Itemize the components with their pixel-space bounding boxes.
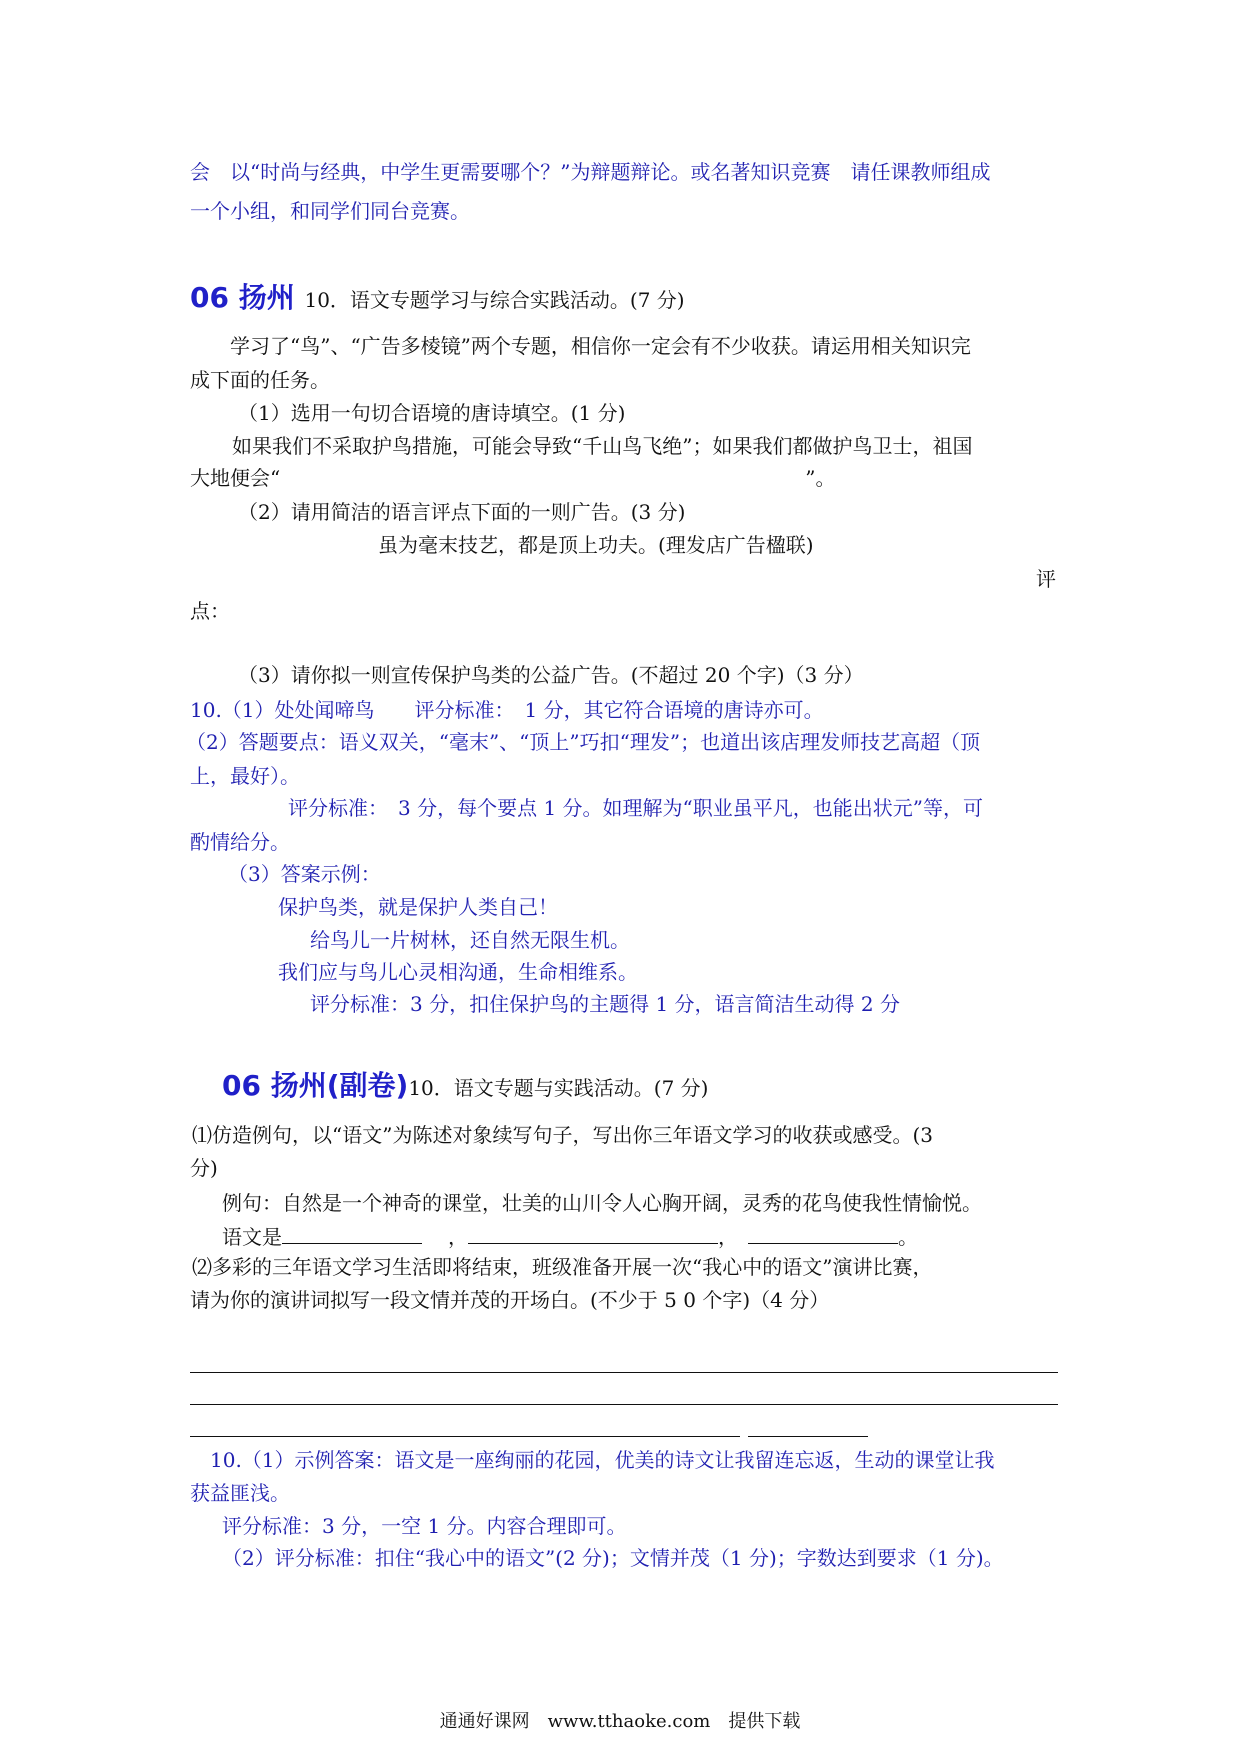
q2-fill-prefix: 语文是 bbox=[222, 1225, 282, 1249]
q1-heading-title: 10．语文专题学习与综合实践活动。(7 分) bbox=[304, 288, 685, 312]
a1-line-6: （3）答案示例： bbox=[228, 862, 381, 886]
q1-heading bbox=[190, 282, 685, 316]
q1-heading-source: 06 扬州 bbox=[190, 281, 295, 314]
a1-line-10: 评分标准：3 分，扣住保护鸟的主题得 1 分，语言简洁生动得 2 分 bbox=[310, 992, 900, 1016]
q2-fill-line bbox=[222, 1223, 1092, 1249]
a1-line-2: （2）答题要点：语义双关，“毫末”、“顶上”巧扣“理发”；也道出该店理发师技艺高超（顶 bbox=[186, 730, 981, 754]
q2-fill-blank-2[interactable] bbox=[468, 1223, 718, 1244]
q1-part1-text-2a: 大地便会“ bbox=[190, 466, 281, 490]
answer-line-1[interactable] bbox=[190, 1372, 1058, 1373]
q2-fill-sep-2: ， bbox=[718, 1225, 738, 1249]
q2-part1-line-a: ⑴仿造例句，以“语文”为陈述对象续写句子，写出你三年语文学习的收获或感受。(3 bbox=[192, 1123, 933, 1147]
q2-heading bbox=[222, 1070, 708, 1104]
q2-fill-blank-1[interactable] bbox=[282, 1223, 422, 1244]
q1-part2-title: （2）请用简洁的语言评点下面的一则广告。(3 分) bbox=[238, 500, 686, 524]
q2-heading-source: 06 扬州(副卷) bbox=[222, 1069, 409, 1102]
q1-part2-comment-b: 点： bbox=[190, 599, 230, 623]
answer-line-3b[interactable] bbox=[748, 1436, 868, 1437]
answer-line-2[interactable] bbox=[190, 1404, 1058, 1405]
q1-part2-comment-a: 评 bbox=[1036, 567, 1056, 591]
q1-intro-2: 成下面的任务。 bbox=[190, 368, 330, 392]
a1-line-9: 我们应与鸟儿心灵相沟通，生命相维系。 bbox=[278, 960, 638, 984]
a2-line-1: 10.（1）示例答案：语文是一座绚丽的花园，优美的诗文让我留连忘返，生动的课堂让我 bbox=[210, 1448, 995, 1472]
q1-part3-title: （3）请你拟一则宣传保护鸟类的公益广告。(不超过 20 个字)（3 分） bbox=[238, 663, 864, 687]
a2-line-2: 获益匪浅。 bbox=[190, 1481, 290, 1505]
a1-line-8: 给鸟儿一片树林，还自然无限生机。 bbox=[310, 928, 630, 952]
a1-line-7: 保护鸟类，就是保护人类自己！ bbox=[278, 895, 558, 919]
a1-line-3: 上，最好）。 bbox=[190, 764, 300, 788]
q2-fill-sep-1: ， bbox=[448, 1225, 468, 1249]
a1-line-1: 10.（1）处处闻啼鸟 评分标准： 1 分，其它符合语境的唐诗亦可。 bbox=[190, 698, 824, 722]
q1-part1-title: （1）选用一句切合语境的唐诗填空。(1 分) bbox=[238, 401, 626, 425]
page-footer: 通通好课网 www.tthaoke.com 提供下载 bbox=[439, 1711, 801, 1732]
top-line-1: 会 以“时尚与经典，中学生更需要哪个？”为辩题辩论。或名著知识竞赛 请任课教师组成 bbox=[190, 160, 991, 184]
q1-part2-ad: 虽为毫末技艺，都是顶上功夫。(理发店广告楹联) bbox=[378, 533, 814, 557]
answer-line-3a[interactable] bbox=[190, 1436, 740, 1437]
q2-example: 例句：自然是一个神奇的课堂，壮美的山川令人心胸开阔，灵秀的花鸟使我性情愉悦。 bbox=[222, 1191, 982, 1215]
q2-part2-line-b: 请为你的演讲词拟写一段文情并茂的开场白。(不少于 5 0 个字)（4 分） bbox=[190, 1288, 830, 1312]
q2-fill-blank-3[interactable] bbox=[748, 1223, 898, 1244]
q2-fill-end: 。 bbox=[898, 1225, 918, 1249]
q2-part2-line-a: ⑵多彩的三年语文学习生活即将结束，班级准备开展一次“我心中的语文”演讲比赛， bbox=[192, 1255, 933, 1279]
a2-line-4: （2）评分标准：扣住“我心中的语文”(2 分)；文情并茂（1 分)；字数达到要求（1 分)。 bbox=[222, 1546, 1004, 1570]
q2-part1-line-b: 分) bbox=[190, 1156, 218, 1180]
q1-part1-text-2 bbox=[190, 466, 1060, 490]
q1-part1-text-1: 如果我们不采取护鸟措施，可能会导致“千山鸟飞绝”；如果我们都做护鸟卫士，祖国 bbox=[232, 434, 973, 458]
q1-intro-1: 学习了“鸟”、“广告多棱镜”两个专题，相信你一定会有不少收获。请运用相关知识完 bbox=[190, 334, 971, 358]
q1-part1-text-2b: ”。 bbox=[805, 466, 836, 490]
q2-heading-title: 10．语文专题与实践活动。(7 分) bbox=[408, 1076, 709, 1100]
a2-line-3: 评分标准：3 分，一空 1 分。内容合理即可。 bbox=[222, 1514, 627, 1538]
a1-line-5: 酌情给分。 bbox=[190, 830, 290, 854]
a1-line-4: 评分标准： 3 分，每个要点 1 分。如理解为“职业虽平凡，也能出状元”等，可 bbox=[288, 796, 983, 820]
top-line-2: 一个小组，和同学们同台竞赛。 bbox=[190, 199, 470, 223]
